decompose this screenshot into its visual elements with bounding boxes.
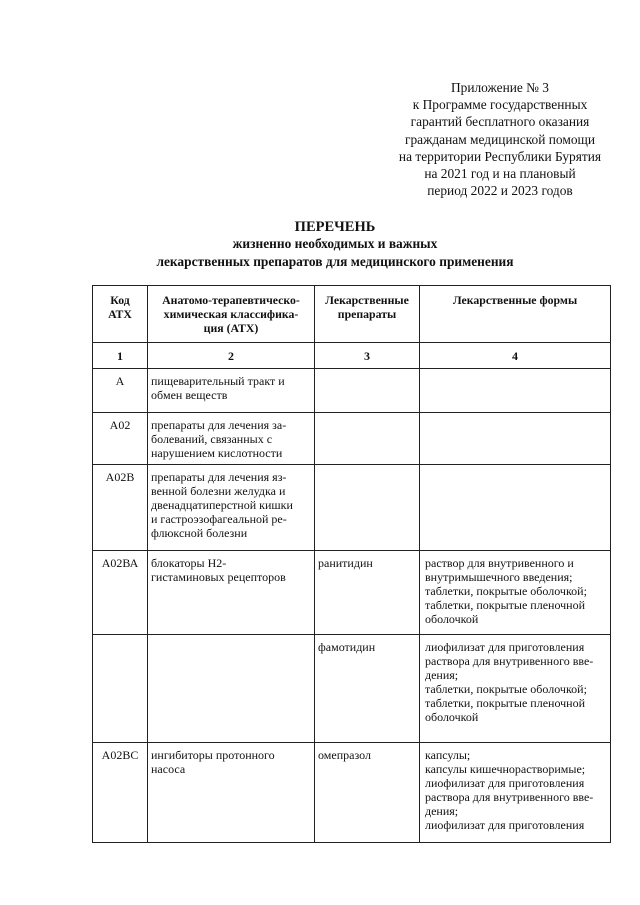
drug-name bbox=[315, 743, 420, 843]
header-code: Код АТХ bbox=[93, 286, 148, 343]
dosage-forms-line: капсулы; bbox=[425, 748, 471, 762]
appendix-line: к Программе государственных bbox=[412, 97, 588, 113]
drug-name bbox=[315, 551, 420, 635]
dosage-forms bbox=[420, 635, 611, 743]
appendix-block bbox=[360, 79, 640, 199]
drug-name bbox=[315, 413, 420, 465]
title-line-1: ПЕРЕЧЕНЬ bbox=[294, 219, 376, 235]
dosage-forms-line: внутримышечного введения; bbox=[425, 570, 573, 584]
atc-classification-line: двенадцатиперстной кишки bbox=[151, 498, 293, 512]
atc-classification-line: гистаминовых рецепторов bbox=[151, 570, 286, 584]
table-row bbox=[93, 369, 611, 413]
table-row bbox=[93, 413, 611, 465]
dosage-forms-line: дения; bbox=[425, 804, 459, 818]
atc-classification-line: обмен веществ bbox=[151, 388, 228, 402]
drug-name bbox=[315, 369, 420, 413]
column-number: 3 bbox=[315, 343, 420, 369]
appendix-line: период 2022 и 2023 годов bbox=[427, 183, 573, 199]
dosage-forms bbox=[420, 743, 611, 843]
dosage-forms-line: таблетки, покрытые оболочкой; bbox=[425, 682, 587, 696]
table-row bbox=[93, 551, 611, 635]
dosage-forms-line: лиофилизат для приготовления bbox=[425, 640, 585, 654]
drug-name-line: ранитидин bbox=[318, 556, 373, 570]
column-number: 2 bbox=[148, 343, 315, 369]
dosage-forms-line: раствор для внутривенного и bbox=[425, 556, 574, 570]
atc-classification-line: пищеварительный тракт и bbox=[151, 374, 285, 388]
dosage-forms-line: таблетки, покрытые пленочной bbox=[425, 598, 586, 612]
dosage-forms-line: дения; bbox=[425, 668, 459, 682]
table-row bbox=[93, 743, 611, 843]
dosage-forms-line: таблетки, покрытые оболочкой; bbox=[425, 584, 587, 598]
atc-classification-line: ингибиторы протонного bbox=[151, 748, 275, 762]
dosage-forms-line: капсулы кишечнорастворимые; bbox=[425, 762, 586, 776]
appendix-line: гражданам медицинской помощи bbox=[404, 131, 596, 147]
dosage-forms-line: лиофилизат для приготовления bbox=[425, 818, 585, 832]
atc-classification-line: болеваний, связанных с bbox=[151, 432, 273, 446]
header-classification: Анатомо-терапевтическо- химическая классифика- ция (АТХ) bbox=[148, 286, 315, 343]
atc-classification-line: нарушением кислотности bbox=[151, 446, 283, 460]
document-title bbox=[80, 218, 590, 271]
drug-list-table bbox=[92, 285, 611, 843]
dosage-forms-line: раствора для внутривенного вве- bbox=[425, 654, 594, 668]
atc-classification-line: насоса bbox=[151, 762, 186, 776]
dosage-forms-line: оболочкой bbox=[425, 710, 479, 724]
column-number: 1 bbox=[93, 343, 148, 369]
table-header-row bbox=[93, 286, 611, 343]
atc-classification bbox=[148, 635, 315, 743]
atc-classification bbox=[148, 743, 315, 843]
drug-name-line: омепразол bbox=[318, 748, 371, 762]
dosage-forms bbox=[420, 369, 611, 413]
drug-name bbox=[315, 635, 420, 743]
atc-code: А02 bbox=[93, 413, 148, 465]
atc-classification-line: препараты для лечения яз- bbox=[151, 470, 287, 484]
atc-classification-line: флюксной болезни bbox=[151, 526, 248, 540]
appendix-line: на 2021 год и на плановый bbox=[424, 166, 576, 182]
appendix-line: Приложение № 3 bbox=[450, 80, 550, 95]
appendix-line: гарантий бесплатного оказания bbox=[410, 114, 590, 130]
atc-classification bbox=[148, 551, 315, 635]
atc-classification bbox=[148, 465, 315, 551]
atc-code: А02ВС bbox=[93, 743, 148, 843]
drug-name bbox=[315, 465, 420, 551]
atc-classification-line: препараты для лечения за- bbox=[151, 418, 287, 432]
dosage-forms-line: таблетки, покрытые пленочной bbox=[425, 696, 586, 710]
atc-classification-line: венной болезни желудка и bbox=[151, 484, 286, 498]
atc-classification bbox=[148, 413, 315, 465]
atc-classification-line: блокаторы Н2- bbox=[151, 556, 227, 570]
atc-code: А02В bbox=[93, 465, 148, 551]
dosage-forms-line: раствора для внутривенного вве- bbox=[425, 790, 594, 804]
dosage-forms bbox=[420, 413, 611, 465]
atc-code bbox=[93, 635, 148, 743]
column-number-row bbox=[93, 343, 611, 369]
column-number: 4 bbox=[420, 343, 611, 369]
title-line-3: лекарственных препаратов для медицинского применения bbox=[156, 254, 514, 269]
appendix-line: на территории Республики Бурятия bbox=[398, 148, 602, 164]
atc-classification bbox=[148, 369, 315, 413]
table-row bbox=[93, 635, 611, 743]
dosage-forms bbox=[420, 465, 611, 551]
atc-code: А02ВА bbox=[93, 551, 148, 635]
dosage-forms-line: оболочкой bbox=[425, 612, 479, 626]
atc-code: А bbox=[93, 369, 148, 413]
title-line-2: жизненно необходимых и важных bbox=[232, 236, 438, 251]
header-forms: Лекарственные формы bbox=[420, 286, 611, 343]
drug-name-line: фамотидин bbox=[318, 640, 376, 654]
header-drugs: Лекарственные препараты bbox=[315, 286, 420, 343]
atc-classification-line: и гастроэзофагеальной ре- bbox=[151, 512, 287, 526]
table-row bbox=[93, 465, 611, 551]
dosage-forms bbox=[420, 551, 611, 635]
dosage-forms-line: лиофилизат для приготовления bbox=[425, 776, 585, 790]
